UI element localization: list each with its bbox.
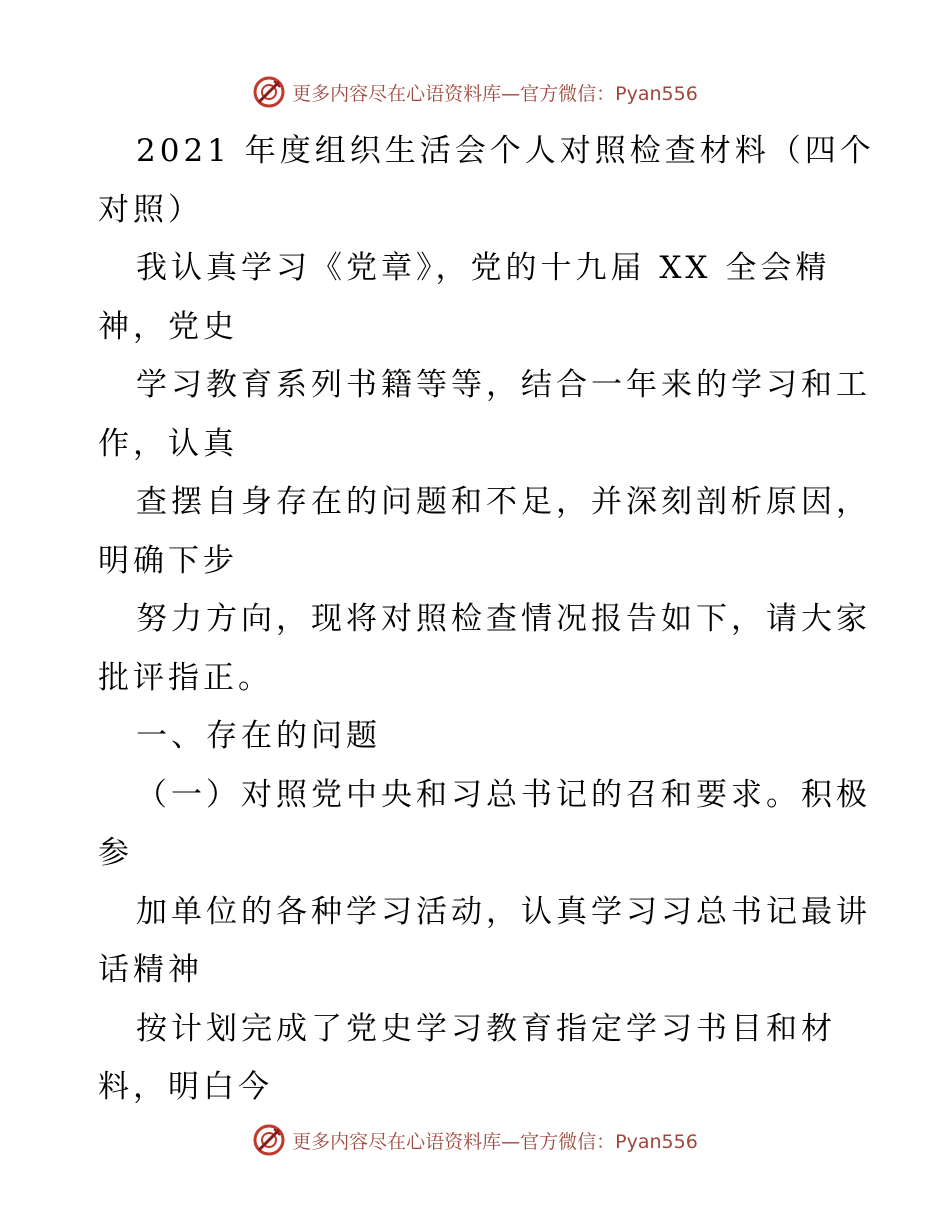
brand-logo-icon xyxy=(252,1123,286,1157)
document-line: 料，明白今 xyxy=(98,1069,273,1105)
document-line: 一、存在的问题 xyxy=(136,718,381,754)
document-line: （一）对照党中央和习总书记的召和要求。积极 xyxy=(136,776,871,813)
document-line: 学习教育系列书籍等等，结合一年来的学习和工 xyxy=(136,367,871,403)
document-line: 话精神 xyxy=(98,952,203,988)
document-line: 神，党史 xyxy=(98,308,238,345)
watermark-text: 更多内容尽在心语资料库—官方微信：Pyan556 xyxy=(292,82,698,105)
watermark-handle: Pyan556 xyxy=(615,1130,698,1153)
header-watermark xyxy=(0,72,950,112)
document-line: 按计划完成了党史学习教育指定学习书目和材 xyxy=(136,1010,836,1047)
document-body xyxy=(98,122,875,1117)
brand-logo-icon xyxy=(252,75,286,109)
document-line: 参 xyxy=(98,835,133,871)
document-line: 努力方向，现将对照检查情况报告如下，请大家 xyxy=(136,601,871,637)
document-line: 2021 年度组织生活会个人对照检查材料（四个 xyxy=(136,133,875,169)
watermark-text: 更多内容尽在心语资料库—官方微信：Pyan556 xyxy=(292,1130,698,1153)
document-line: 我认真学习《党章》，党的十九届 XX 全会精 xyxy=(136,250,831,286)
footer-watermark xyxy=(0,1120,950,1160)
document-line: 对照） xyxy=(98,191,203,228)
document-line: 查摆自身存在的问题和不足，并深刻剖析原因， xyxy=(136,484,871,520)
document-line: 加单位的各种学习活动，认真学习习总书记最讲 xyxy=(136,893,871,930)
document-line: 作，认真 xyxy=(98,425,238,462)
document-line: 明确下步 xyxy=(98,542,238,579)
document-line: 批评指正。 xyxy=(98,659,273,696)
watermark-handle: Pyan556 xyxy=(615,82,698,105)
